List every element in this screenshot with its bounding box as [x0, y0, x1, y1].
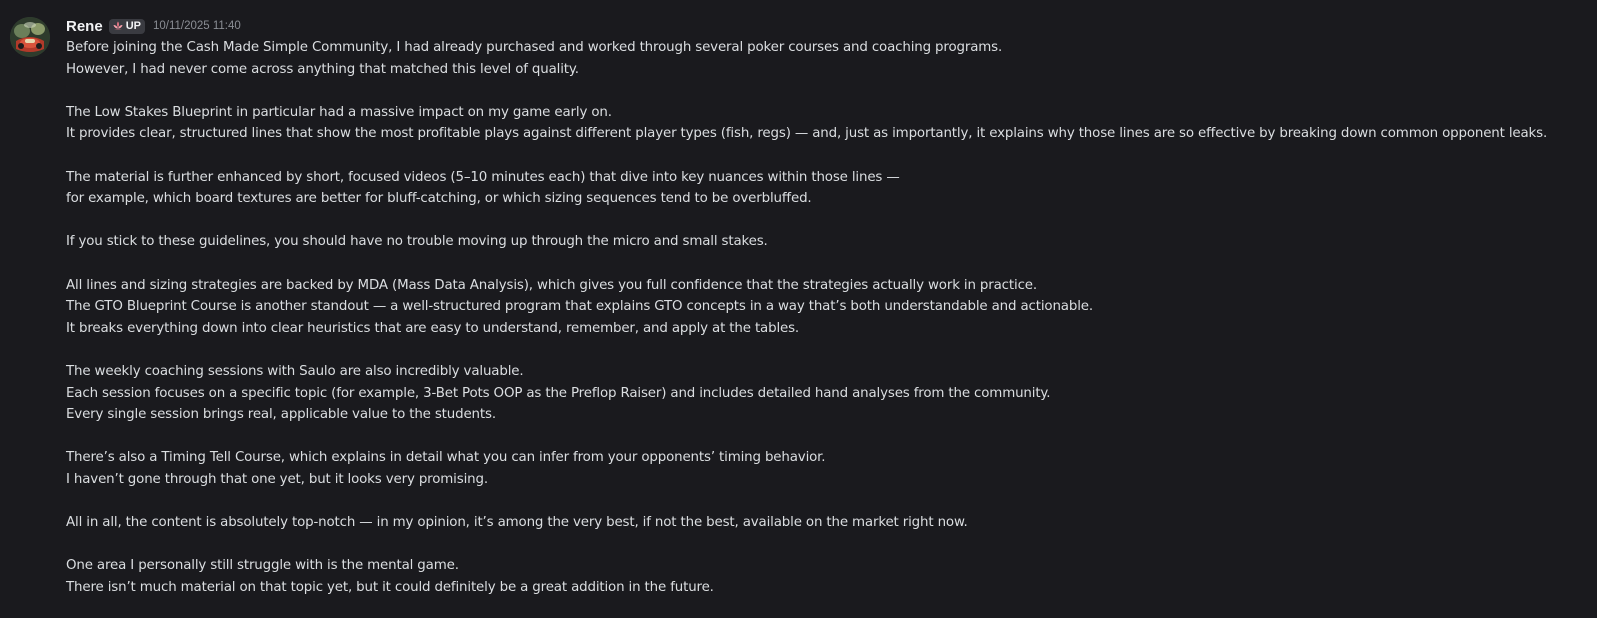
message-line: Before joining the Cash Made Simple Community, I had already purchased and worked through several poker courses and coaching programs.	[66, 40, 1003, 55]
message-line: The GTO Blueprint Course is another standout — a well-structured program that explains GTO concepts in a way that’s both understandable and actionable.	[66, 299, 1093, 315]
lotus-icon	[112, 20, 124, 32]
avatar[interactable]	[10, 17, 50, 57]
message-line: One area I personally still struggle with is the mental game.	[66, 558, 459, 574]
blank-line	[66, 490, 1591, 512]
message-line: All lines and sizing strategies are backed by MDA (Mass Data Analysis), which gives you full confidence that the strategies actually work in practice.	[66, 277, 1037, 293]
message-line: The Low Stakes Blueprint in particular had a massive impact on my game early on.	[66, 104, 612, 120]
timestamp: 10/11/2025 11:40	[152, 20, 241, 32]
blank-line	[66, 253, 1591, 275]
message-line: The material is further enhanced by short, focused videos (5–10 minutes each) that dive into key nuances within those lines —	[66, 169, 900, 185]
message-line: Each session focuses on a specific topic (for example, 3-Bet Pots OOP as the Preflop Raiser) and includes detailed hand analyses from the community.	[66, 385, 1051, 401]
message-line: Every single session brings real, applicable value to the students.	[66, 407, 496, 423]
blank-line	[66, 80, 1591, 102]
message-content	[66, 15, 1591, 598]
message-line: There isn’t much material on that topic yet, but it could definitely be a great addition in the future.	[66, 579, 714, 595]
author-name[interactable]: Rene	[66, 17, 103, 35]
message-line: If you stick to these guidelines, you should have no trouble moving up through the micro and small stakes.	[66, 234, 768, 250]
message-line: for example, which board textures are better for bluff-catching, or which sizing sequences tend to be overbluffed.	[66, 191, 812, 207]
blank-line	[66, 145, 1591, 167]
message-line: It breaks everything down into clear heuristics that are easy to understand, remember, and apply at the tables.	[66, 320, 800, 336]
blank-line	[66, 534, 1591, 556]
message-line: It provides clear, structured lines that show the most profitable plays against different player types (fish, regs) — and, just as importantly, it explains why those lines are so effective by breaking down common opponent leaks.	[66, 126, 1548, 142]
message-header	[66, 15, 1591, 37]
blank-line	[66, 339, 1591, 361]
message-line: There’s also a Timing Tell Course, which explains in detail what you can infer from your opponents’ timing behavior.	[66, 450, 826, 466]
message-line: However, I had never come across anything that matched this level of quality.	[66, 61, 579, 77]
message-body	[66, 37, 1591, 598]
message-line: The weekly coaching sessions with Saulo are also incredibly valuable.	[66, 363, 524, 379]
role-tag[interactable]	[109, 19, 145, 34]
avatar-image	[10, 17, 50, 57]
message-line: All in all, the content is absolutely top-notch — in my opinion, it’s among the very best, if not the best, available on the market right now.	[66, 515, 968, 531]
message-line: I haven’t gone through that one yet, but it looks very promising.	[66, 471, 488, 487]
role-tag-label: UP	[125, 20, 141, 32]
blank-line	[66, 426, 1591, 448]
blank-line	[66, 210, 1591, 232]
